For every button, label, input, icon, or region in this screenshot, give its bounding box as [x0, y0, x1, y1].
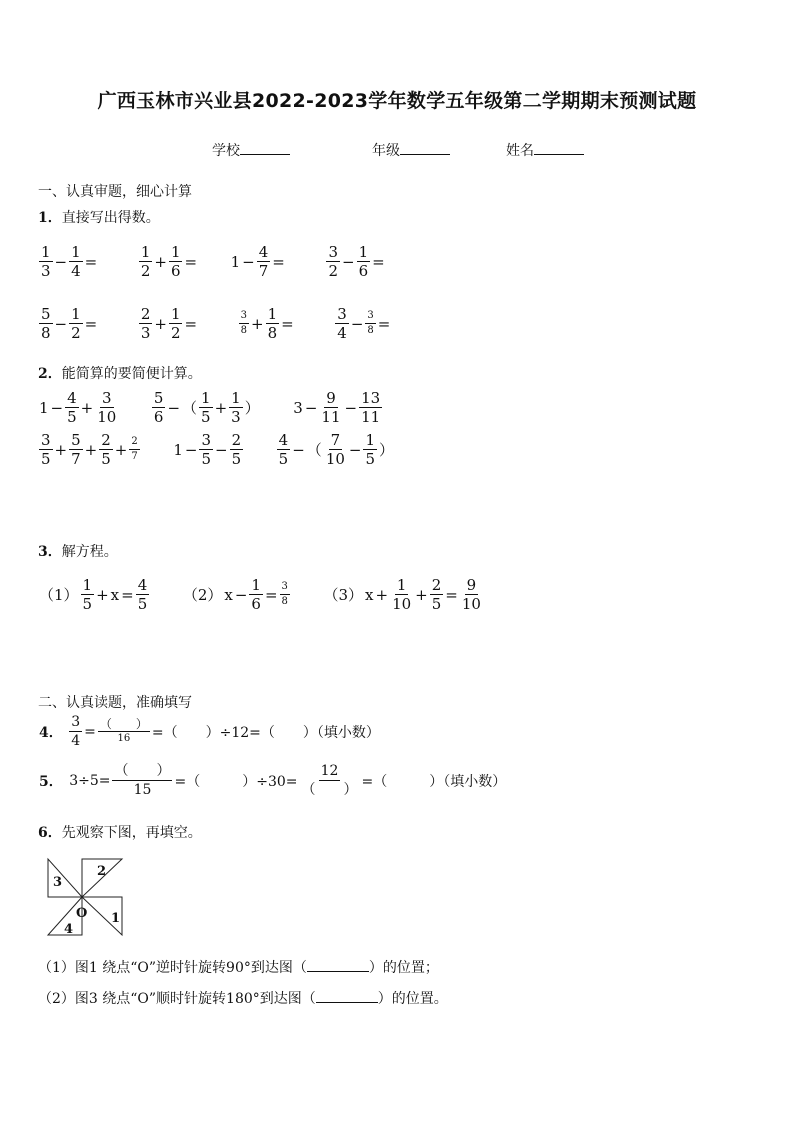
section-2-heading: 二、认真读题，准确填写 — [38, 695, 192, 711]
name-blank[interactable] — [534, 142, 584, 155]
label-4: 4 — [64, 922, 74, 937]
fraction: $\frac{1}{5}$ — [82, 576, 93, 613]
fraction: $\frac{7}{10}$ — [325, 431, 345, 468]
q1-row-2: $\frac{5}{8}$ − $\frac{1}{2}$ = $\frac{2}{3}$ + $\frac{1}{2}$ = $\frac{3}{8}$ + $\frac{1}{8}$ = $\frac{3}{4}$ − $\frac{3}{8}$ = — [41, 305, 391, 342]
label-3: 3 — [53, 875, 63, 890]
q2-row-1: 1 − $\frac{4}{5}$ + $\frac{3}{10}$ $\frac{5}{6}$ − （ $\frac{1}{5}$ + $\frac{1}{3}$ ） 3 − $\frac{9}{11}$ − $\frac{13}{11}$ — [39, 389, 381, 426]
q2-row-2: $\frac{3}{5}$ + $\frac{5}{7}$ + $\frac{2}{5}$ + $\frac{2}{7}$ 1 − $\frac{3}{5}$ − $\frac{2}{5}$ $\frac{4}{5}$ − （ $\frac{7}{10}$ − $\frac{1}{5}$ ） — [41, 431, 395, 468]
fraction: $\frac{1}{4}$ — [71, 243, 81, 280]
q6-sub-2: （2）图3 绕点“O”顺时针旋转180°到达图（ ）的位置。 — [38, 991, 448, 1007]
label-1: 1 — [111, 911, 121, 926]
fraction: $\frac{3}{8}$ — [281, 581, 288, 607]
name-field: 姓名 — [506, 140, 584, 160]
fraction: $\frac{4}{5}$ — [67, 389, 77, 426]
fraction: $\frac{1}{6}$ — [170, 243, 181, 280]
fraction: $\frac{1}{5}$ — [201, 389, 211, 426]
fraction: $\frac{3}{5}$ — [201, 431, 211, 468]
fraction: $\frac{2}{3}$ — [140, 305, 151, 342]
q6-sub-1: （1）图1 绕点“O”逆时针旋转90°到达图（ ）的位置； — [38, 960, 439, 976]
fraction: $\frac{1}{2}$ — [140, 243, 151, 280]
fraction: $\frac{1}{6}$ — [251, 576, 261, 613]
fraction: $\frac{5}{6}$ — [153, 389, 164, 426]
question-3: 3．解方程。 — [38, 544, 118, 560]
fraction: $\frac{1}{2}$ — [71, 305, 81, 342]
grade-field: 年级 — [372, 140, 450, 160]
fraction: $\frac{3}{8}$ — [367, 310, 374, 336]
fraction: $\frac{5}{8}$ — [41, 305, 51, 342]
fraction: $\frac{2}{5}$ — [231, 431, 242, 468]
fraction: $\frac{3}{4}$ — [71, 714, 81, 749]
fraction: $\frac{5}{7}$ — [71, 431, 81, 468]
section-1-heading: 一、认真审题，细心计算 — [38, 184, 192, 200]
fraction: $\frac{3}{4}$ — [337, 305, 347, 342]
question-5: 5． 3÷5= （ ） 15 =（ ）÷30= 12 （ ） =（ ）（填小数） — [39, 763, 507, 798]
fraction: $\frac{3}{5}$ — [41, 431, 51, 468]
fraction-blank[interactable]: （ ） 15 — [114, 763, 171, 798]
page-title: 广西玉林市兴业县2022-2023学年数学五年级第二学期期末预测试题 — [97, 90, 697, 112]
school-field: 学校 — [212, 140, 290, 160]
question-4: 4． $\frac{3}{4}$ = （ ） 16 =（ ）÷12=（ ）（填小数） — [39, 714, 380, 749]
fraction: $\frac{1}{6}$ — [358, 243, 369, 280]
windmill-figure — [44, 856, 124, 938]
fraction-blank[interactable]: （ ） 16 — [99, 717, 148, 744]
question-6: 6．先观察下图，再填空。 — [38, 825, 202, 841]
fraction: $\frac{2}{5}$ — [431, 576, 442, 613]
label-o: O — [76, 906, 88, 921]
fraction: $\frac{4}{7}$ — [258, 243, 269, 280]
answer-blank-2[interactable] — [316, 990, 378, 1003]
q1-row-1: $\frac{1}{3}$ − $\frac{1}{4}$ = $\frac{1}{2}$ + $\frac{1}{6}$ = 1 − $\frac{4}{7}$ = $\frac{3}{2}$ − $\frac{1}{6}$ = — [41, 243, 385, 280]
fraction: $\frac{3}{10}$ — [97, 389, 117, 426]
fraction: $\frac{2}{5}$ — [101, 431, 111, 468]
fraction: $\frac{4}{5}$ — [278, 431, 289, 468]
fraction: $\frac{4}{5}$ — [137, 576, 148, 613]
fraction: $\frac{1}{5}$ — [365, 431, 376, 468]
fraction: $\frac{3}{8}$ — [240, 310, 247, 336]
fraction: $\frac{13}{11}$ — [361, 389, 381, 426]
fraction: $\frac{9}{11}$ — [321, 389, 341, 426]
school-blank[interactable] — [240, 142, 290, 155]
fraction: $\frac{1}{8}$ — [267, 305, 278, 342]
question-1: 1．直接写出得数。 — [38, 210, 160, 226]
question-2: 2．能简算的要简便计算。 — [38, 366, 202, 382]
fraction: $\frac{9}{10}$ — [461, 576, 481, 613]
grade-blank[interactable] — [400, 142, 450, 155]
q3-equations: （1） $\frac{1}{5}$ + x = $\frac{4}{5}$ （2） x − $\frac{1}{6}$ = $\frac{3}{8}$ （3） x + $\frac{1}{10}$ + $\frac{2}{5}$ = $\frac{9}{10}$ — [39, 576, 481, 613]
fraction: $\frac{1}{3}$ — [41, 243, 51, 280]
fraction: $\frac{3}{2}$ — [328, 243, 338, 280]
label-2: 2 — [97, 864, 107, 879]
fraction: $\frac{1}{3}$ — [231, 389, 241, 426]
answer-blank-1[interactable] — [307, 959, 369, 972]
fraction: $\frac{2}{7}$ — [131, 436, 138, 462]
fraction: $\frac{1}{10}$ — [392, 576, 412, 613]
fraction: $\frac{1}{2}$ — [170, 305, 181, 342]
fraction-blank[interactable]: 12 （ ） — [301, 763, 358, 798]
